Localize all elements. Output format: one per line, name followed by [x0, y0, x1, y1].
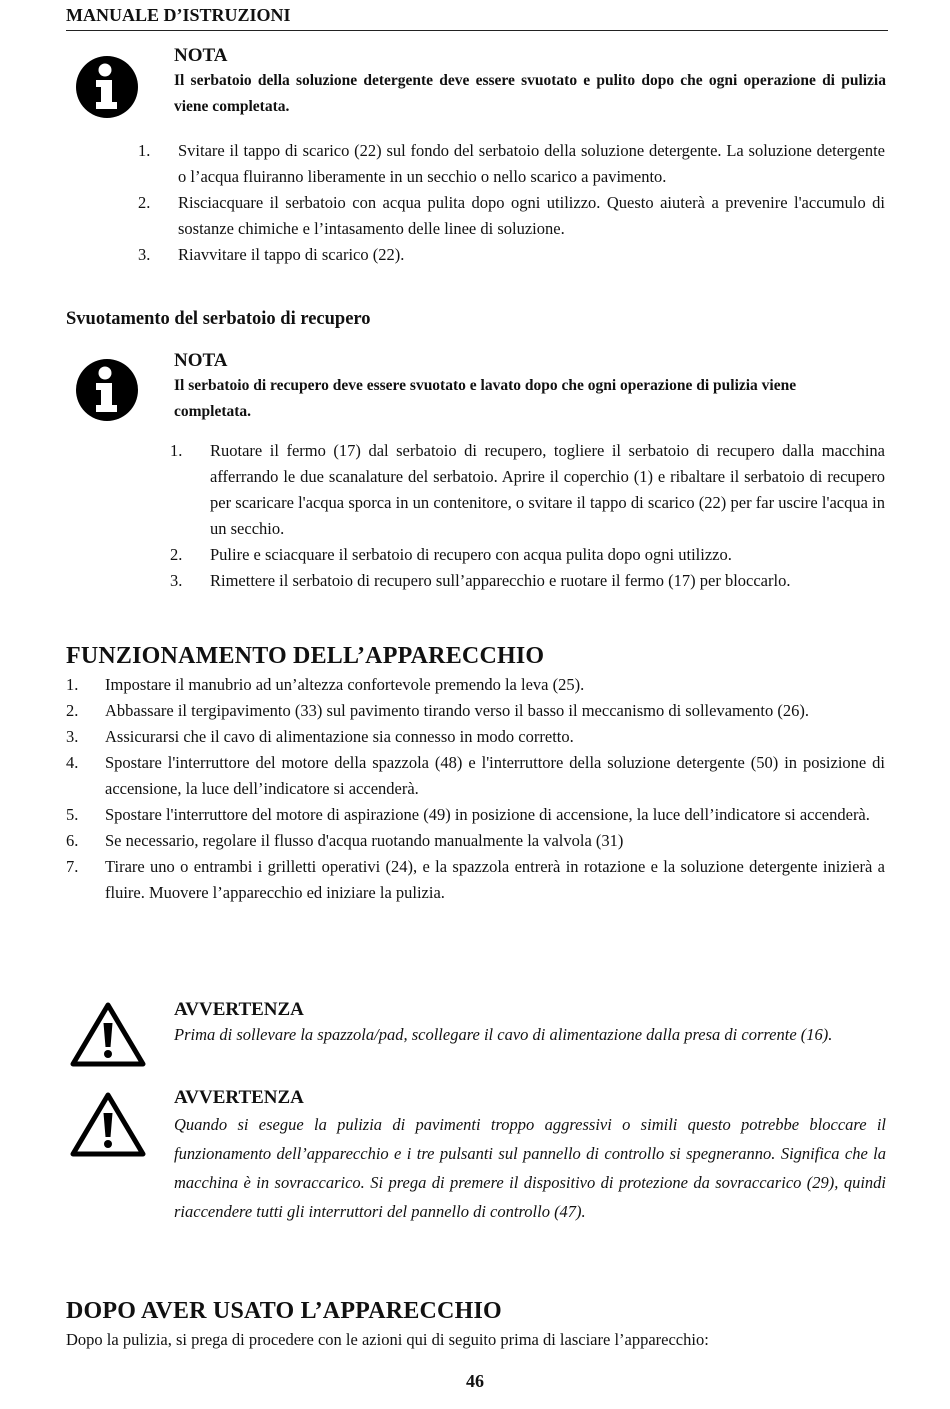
warning-text: Quando si esegue la pulizia di pavimenti troppo aggressivi o simili questo potrebbe bloccare il funzionamento dell’apparecchio e i tre pulsanti sul pannello di controllo si spegneranno. Significa che la macchina è in sovraccarico. Si prega di premere il dispositivo di protezione da sovraccarico (29), quindi riaccendere tutti gli interruttori del pannello di controllo (47). [174, 1115, 886, 1221]
list-item: 1. Impostare il manubrio ad un’altezza confortevole premendo la leva (25). [66, 675, 585, 694]
warning-triangle-icon [70, 1001, 146, 1067]
subheading-recovery-tank: Svuotamento del serbatoio di recupero [66, 309, 371, 329]
warning-block-2 [174, 1086, 886, 1226]
list-item: 7. Tirare uno o entrambi i grilletti operativi (24), e la spazzola entrerà in rotazione e la soluzione detergente inizierà a fluire. Muovere l’apparecchio ed iniziare la pulizia. [66, 857, 885, 902]
note-text: Il serbatoio di recupero deve essere svuotato e lavato dopo che ogni operazione di pulizia viene completata. [174, 377, 797, 420]
list-item: 6. Se necessario, regolare il flusso d'acqua ruotando manualmente la valvola (31) [66, 831, 624, 850]
list-item: 3. Rimettere il serbatoio di recupero sull’apparecchio e ruotare il fermo (17) per bloccarlo. [170, 571, 791, 590]
list-item: 1. Ruotare il fermo (17) dal serbatoio di recupero, togliere il serbatoio di recupero dalla macchina afferrando le due scanalature del serbatoio. Aprire il coperchio (1) e ribaltare il serbatoio di recupero per scaricare l'acqua sporca in un contenitore, o svitare il tappo di scarico (22) per far uscire l'acqua in un secchio. [170, 441, 885, 538]
info-icon [74, 54, 140, 120]
info-icon [74, 357, 140, 423]
list-item: 2. Risciacquare il serbatoio con acqua pulita dopo ogni utilizzo. Questo aiuterà a prevenire l'accumulo di sostanze chimiche e l’intasamento delle linee di soluzione. [138, 193, 885, 238]
page-number: 46 [466, 1371, 484, 1391]
page-header [66, 4, 888, 31]
note-title: NOTA [174, 45, 228, 66]
list-item: 2. Abbassare il tergipavimento (33) sul pavimento tirando verso il basso il meccanismo di sollevamento (26). [66, 701, 809, 720]
manual-title: MANUALE D’ISTRUZIONI [66, 5, 291, 25]
note-title: NOTA [174, 350, 228, 371]
section-title-after-use: DOPO AVER USATO L’APPARECCHIO [66, 1298, 502, 1324]
section-title-operation: FUNZIONAMENTO DELL’APPARECCHIO [66, 643, 545, 669]
list-item: 4. Spostare l'interruttore del motore della spazzola (48) e l'interruttore della soluzione detergente (50) in posizione di accensione, la luce dell’indicatore si accenderà. [66, 753, 885, 798]
note-text: Il serbatoio della soluzione detergente deve essere svuotato e pulito dopo che ogni operazione di pulizia viene completata. [174, 72, 886, 115]
operation-steps-list [66, 672, 885, 906]
list-item: 1. Svitare il tappo di scarico (22) sul fondo del serbatoio della soluzione detergente. La soluzione detergente o l’acqua fluiranno liberamente in un secchio o nello scarico a pavimento. [138, 141, 885, 186]
after-use-intro: Dopo la pulizia, si prega di procedere con le azioni qui di seguito prima di lasciare l’apparecchio: [66, 1330, 709, 1349]
drain-steps-list [138, 138, 885, 268]
list-item: 3. Assicurarsi che il cavo di alimentazione sia connesso in modo corretto. [66, 727, 574, 746]
warning-title: AVVERTENZA [174, 999, 304, 1020]
warning-text: Prima di sollevare la spazzola/pad, scollegare il cavo di alimentazione dalla presa di corrente (16). [174, 1025, 833, 1044]
warning-title: AVVERTENZA [174, 1087, 304, 1108]
note-block-2 [174, 349, 874, 425]
warning-triangle-icon [70, 1091, 146, 1157]
list-item: 5. Spostare l'interruttore del motore di aspirazione (49) in posizione di accensione, la luce dell’indicatore si accenderà. [66, 805, 870, 824]
list-item: 3. Riavvitare il tappo di scarico (22). [138, 245, 405, 264]
list-item: 2. Pulire e sciacquare il serbatoio di recupero con acqua pulita dopo ogni utilizzo. [170, 545, 732, 564]
note-block-1 [174, 44, 886, 120]
warning-block-1 [174, 998, 874, 1048]
recovery-steps-list [170, 438, 885, 594]
